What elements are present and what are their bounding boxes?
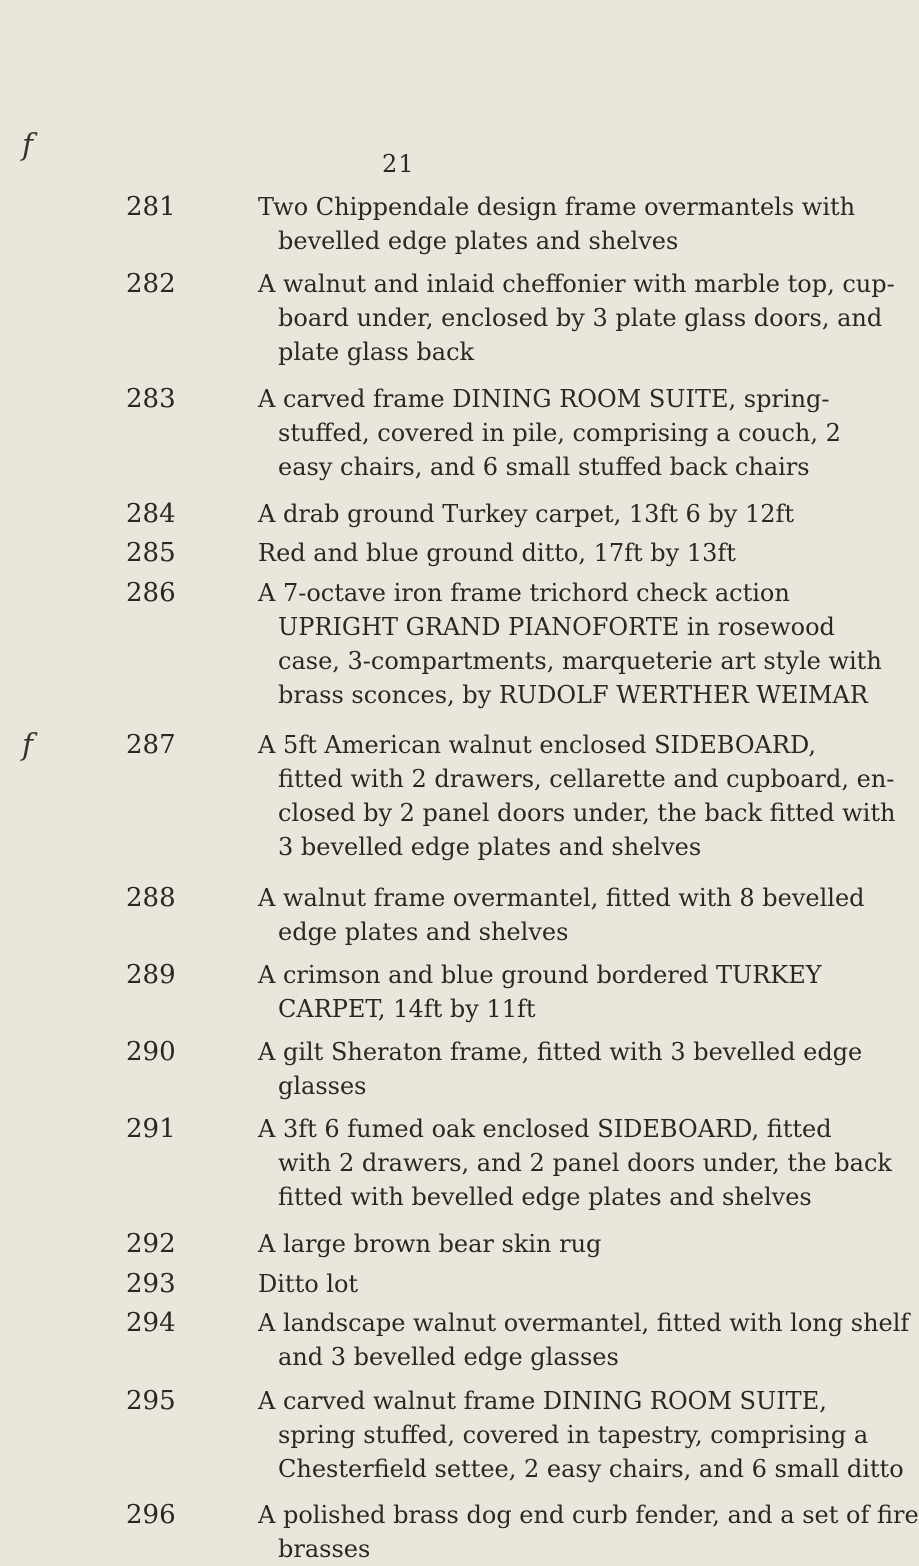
lot-description-line: glasses (278, 1072, 367, 1101)
lot-description (258, 382, 841, 484)
lot-description (258, 576, 882, 712)
lot-description-line: bevelled edge plates and shelves (278, 227, 679, 255)
page-number: 21 (382, 150, 415, 178)
lot-description-line: fitted with 2 drawers, cellarette and cupboard, en- (278, 765, 895, 794)
lot-description (258, 1112, 892, 1214)
lot-description-line: closed by 2 panel doors under, the back fitted with (278, 799, 896, 828)
lot-description-line: CARPET, 14ft by 11ft (278, 995, 536, 1023)
lot-description-line: and 3 bevelled edge glasses (278, 1343, 619, 1372)
lot-number: 295 (126, 1385, 176, 1416)
lot-description-line: spring stuffed, covered in tapestry, comprising a (278, 1420, 869, 1449)
lot-description (258, 1498, 919, 1566)
lot-description-line: A gilt Sheraton frame, fitted with 3 bevelled edge (258, 1038, 863, 1067)
lot-number: 285 (126, 538, 176, 569)
lot-description (258, 958, 822, 1026)
lot-description-line: A 7-octave iron frame trichord check action (258, 579, 790, 607)
lot-description-line: A large brown bear skin rug (258, 1230, 602, 1259)
lot-number: 290 (126, 1037, 176, 1068)
lot-description (258, 881, 865, 949)
lot-description (258, 190, 856, 258)
lot-description-line: A crimson and blue ground bordered TURKEY (258, 961, 822, 989)
lot-number: 294 (126, 1308, 176, 1339)
lot-description-line: A landscape walnut overmantel, fitted with long shelf (258, 1309, 910, 1338)
handwritten-margin-mark: f (22, 728, 34, 763)
lot-description (258, 1035, 863, 1103)
lot-description (258, 1267, 778, 1301)
lot-description-line: A 5ft American walnut enclosed SIDEBOARD, (258, 731, 816, 760)
lot-description-line: with 2 drawers, and 2 panel doors under, the back (278, 1149, 892, 1178)
lot-description (258, 1384, 904, 1486)
lot-description-line: fitted with bevelled edge plates and shelves (278, 1183, 812, 1212)
lot-number: 296 (126, 1500, 176, 1531)
lot-description-line: edge plates and shelves (278, 917, 569, 946)
lot-description-line: Red and blue ground ditto, 17ft by 13ft (258, 539, 736, 568)
lot-description-line: Ditto lot (258, 1269, 359, 1298)
lot-number: 286 (126, 578, 176, 608)
lot-description-line: A 3ft 6 fumed oak enclosed SIDEBOARD, fitted (258, 1115, 832, 1144)
lot-description-line: 3 bevelled edge plates and shelves (278, 833, 702, 862)
lot-description (258, 497, 795, 531)
lot-number: 284 (126, 498, 176, 529)
handwritten-margin-mark: f (22, 128, 34, 163)
lot-description (258, 536, 778, 570)
lot-description-line: brasses (278, 1535, 371, 1564)
lot-description-line: stuffed, covered in pile, comprising a couch, 2 (278, 419, 841, 447)
lot-description-line: brass sconces, by RUDOLF WERTHER WEIMAR (278, 681, 868, 709)
lot-number: 291 (126, 1114, 176, 1145)
lot-description-line: plate glass back (278, 338, 475, 367)
lot-description-line: board under, enclosed by 3 plate glass doors, and (278, 304, 883, 333)
lot-description-line: case, 3-compartments, marqueterie art style with (278, 647, 882, 675)
lot-description-line: UPRIGHT GRAND PIANOFORTE in rosewood (278, 613, 835, 641)
lot-description-line: A carved frame DINING ROOM SUITE, spring- (258, 385, 830, 413)
lot-description-line: A walnut and inlaid cheffonier with marble top, cup- (258, 270, 895, 299)
lot-description (258, 267, 895, 369)
lot-number: 289 (126, 960, 176, 990)
lot-description-line: A carved walnut frame DINING ROOM SUITE, (258, 1386, 827, 1415)
lot-description-line: A polished brass dog end curb fender, and a set of fire (258, 1501, 919, 1530)
lot-number: 288 (126, 882, 176, 913)
lot-description-line: A walnut frame overmantel, fitted with 8 bevelled (258, 883, 865, 912)
lot-description (258, 728, 896, 864)
lot-description-line: easy chairs, and 6 small stuffed back chairs (278, 453, 810, 481)
lot-description-line: Chesterfield settee, 2 easy chairs, and 6 small ditto (278, 1454, 904, 1483)
lot-description (258, 1227, 778, 1261)
lot-number: 282 (126, 269, 176, 300)
lot-number: 281 (126, 192, 176, 222)
lot-number: 287 (126, 730, 176, 761)
lot-description (258, 1306, 910, 1374)
lot-description-line: A drab ground Turkey carpet, 13ft 6 by 12ft (258, 499, 795, 528)
lot-number: 283 (126, 384, 176, 414)
lot-number: 292 (126, 1229, 176, 1260)
lot-description-line: Two Chippendale design frame overmantels with (258, 193, 856, 221)
lot-number: 293 (126, 1268, 176, 1299)
